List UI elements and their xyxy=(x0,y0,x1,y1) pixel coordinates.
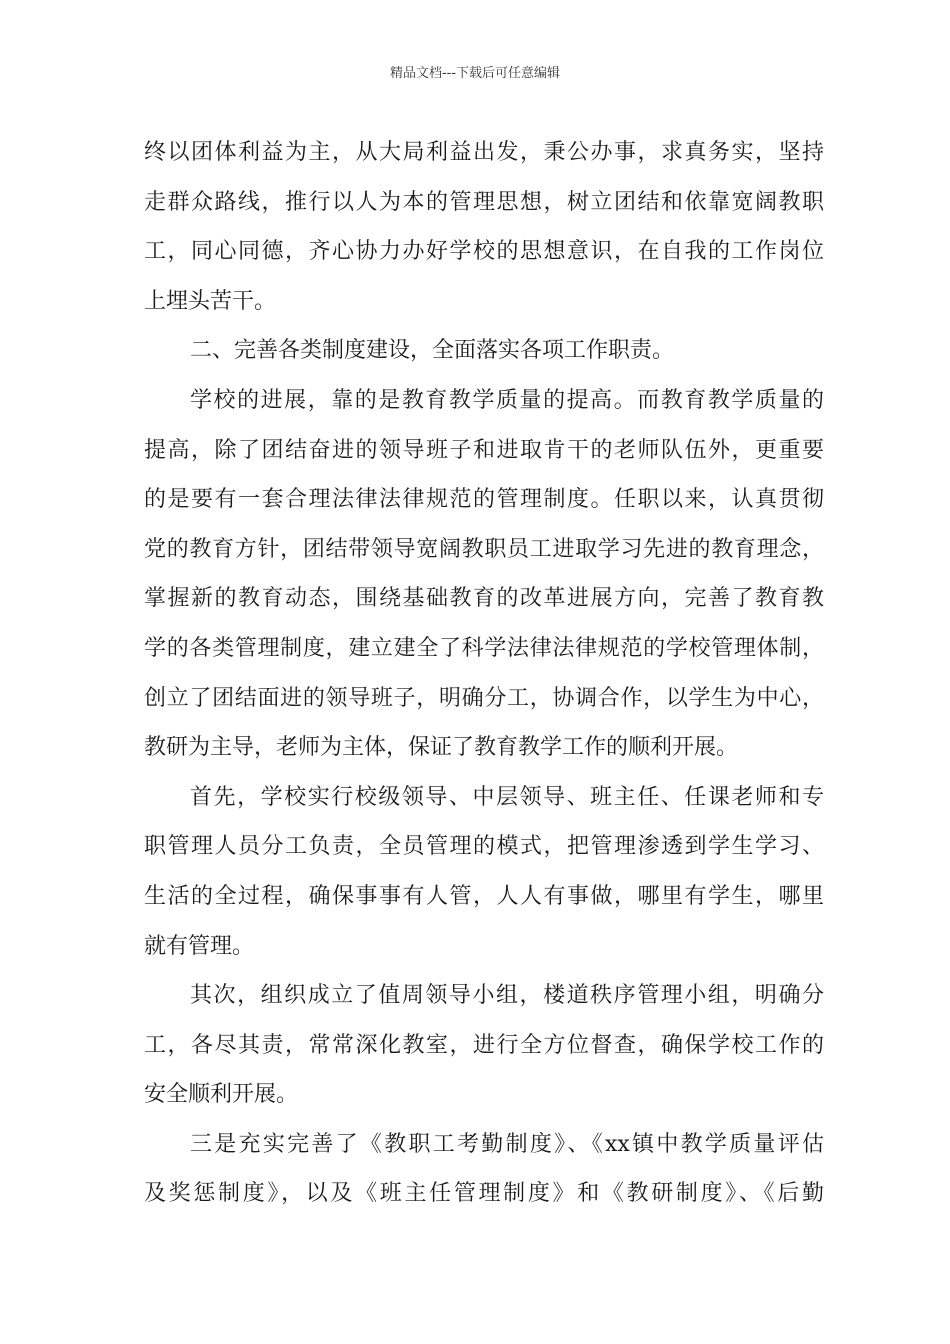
paragraph-line: 安全顺利开展。 xyxy=(144,1082,299,1108)
paragraph-line: 及奖惩制度》，以及《班主任管理制度》和《教研制度》、《后勤 xyxy=(144,1181,824,1207)
page-header: 精品文档---下载后可任意编辑 xyxy=(389,66,561,81)
paragraph-line: 上埋头苦干。 xyxy=(144,288,277,314)
paragraph-line: 工，各尽其责，常常深化教室，进行全方位督查，确保学校工作的 xyxy=(144,1032,824,1058)
paragraph-line: 教研为主导，老师为主体，保证了教育教学工作的顺利开展。 xyxy=(144,735,739,761)
paragraph-line: 工，同心同德，齐心协力办好学校的思想意识，在自我的工作岗位 xyxy=(144,239,824,265)
paragraph xyxy=(144,326,824,376)
paragraph-line: 创立了团结面进的领导班子，明确分工，协调合作，以学生为中心， xyxy=(144,685,824,711)
paragraph-line: 提高，除了团结奋进的领导班子和进取肯干的老师队伍外，更重要 xyxy=(144,437,824,463)
paragraph-line: 生活的全过程，确保事事有人管，人人有事做，哪里有学生，哪里 xyxy=(144,883,824,909)
paragraph-line: 终以团体利益为主，从大局利益出发，秉公办事，求真务实，坚持 xyxy=(144,140,824,165)
paragraph-line: 职管理人员分工负责，全员管理的模式，把管理渗透到学生学习、 xyxy=(144,834,824,860)
paragraph-line: 党的教育方针，团结带领导宽阔教职员工进取学习先进的教育理念， xyxy=(144,536,824,562)
paragraph-line: 学的各类管理制度，建立建全了科学法律法律规范的学校管理体制， xyxy=(144,635,824,661)
paragraph-line: 就有管理。 xyxy=(144,933,255,959)
paragraph xyxy=(144,773,824,971)
paragraph-line: 学校的进展，靠的是教育教学质量的提高。而教育教学质量的 xyxy=(190,387,824,413)
paragraph-line: 二、完善各类制度建设，全面落实各项工作职责。 xyxy=(190,338,675,364)
document-body xyxy=(144,128,824,1219)
paragraph-line: 掌握新的教育动态，围绕基础教育的改革进展方向，完善了教育教 xyxy=(144,586,824,612)
paragraph-line: 三是充实完善了《教职工考勤制度》、《xx镇中教学质量评估 xyxy=(190,1131,824,1157)
paragraph-line: 首先，学校实行校级领导、中层领导、班主任、任课老师和专 xyxy=(190,784,824,810)
paragraph xyxy=(144,376,824,773)
paragraph-line: 走群众路线，推行以人为本的管理思想，树立团结和依靠宽阔教职 xyxy=(144,189,824,215)
paragraph xyxy=(144,128,824,326)
paragraph xyxy=(144,1120,824,1219)
paragraph-line: 其次，组织成立了值周领导小组，楼道秩序管理小组，明确分 xyxy=(190,983,824,1009)
paragraph-line: 的是要有一套合理法律法律规范的管理制度。任职以来，认真贯彻 xyxy=(144,487,824,513)
paragraph xyxy=(144,971,824,1120)
